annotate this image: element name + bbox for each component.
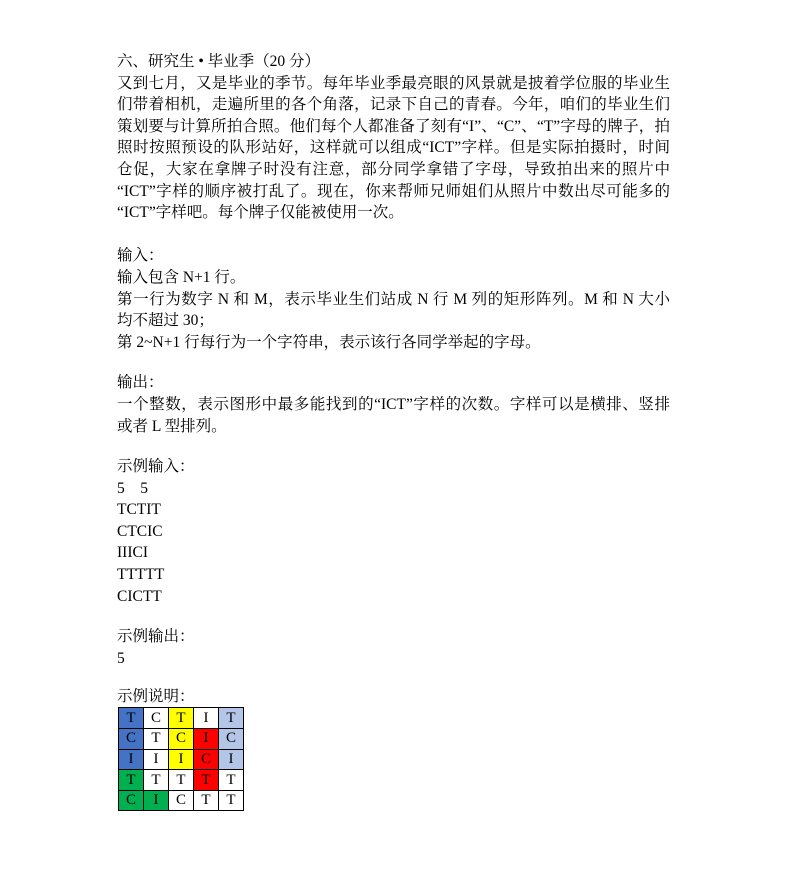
- grid-cell: T: [219, 790, 244, 811]
- grid-cell: I: [144, 749, 169, 770]
- grid-cell: C: [194, 749, 219, 770]
- explanation-section: [117, 688, 670, 811]
- grid-cell: I: [194, 708, 219, 729]
- sample-input-line: CTCIC: [117, 522, 163, 540]
- description-line: 们带着相机，走遍所里的各个角落，记录下自己的青春。今年，咱们的毕业生们: [117, 96, 670, 114]
- sample-input-line: CICTT: [117, 587, 162, 605]
- grid-cell: T: [194, 790, 219, 811]
- problem-description: [117, 73, 670, 224]
- sample-input-section: [117, 456, 670, 607]
- sample-input-line: TTTTT: [117, 566, 165, 584]
- grid-cell: C: [169, 729, 194, 750]
- grid-cell: C: [144, 708, 169, 729]
- grid-cell: T: [194, 770, 219, 791]
- input-line: 第 2~N+1 行每行为一个字符串，表示该行各同学举起的字母。: [117, 333, 541, 351]
- explanation-grid: [118, 707, 244, 811]
- sample-input-line: TCTIT: [117, 501, 161, 519]
- sample-output-line: 5: [117, 649, 125, 667]
- grid-cell: C: [119, 729, 144, 750]
- grid-cell: T: [219, 770, 244, 791]
- description-line: “ICT”字样吧。每个牌子仅能被使用一次。: [117, 204, 404, 222]
- grid-cell: C: [119, 790, 144, 811]
- grid-cell: C: [169, 790, 194, 811]
- grid-cell: I: [144, 790, 169, 811]
- grid-cell: C: [219, 729, 244, 750]
- grid-cell: T: [169, 770, 194, 791]
- input-line: 第一行为数字 N 和 M，表示毕业生们站成 N 行 M 列的矩形阵列。M 和 N 大小: [117, 290, 670, 308]
- output-line: 或者 L 型排列。: [117, 417, 227, 435]
- grid-row: [119, 749, 244, 770]
- grid-cell: I: [119, 749, 144, 770]
- grid-cell: I: [169, 749, 194, 770]
- grid-cell: I: [194, 729, 219, 750]
- grid-cell: T: [169, 708, 194, 729]
- grid-cell: T: [119, 708, 144, 729]
- sample-input-line: 5 5: [117, 479, 148, 497]
- input-line: 输入包含 N+1 行。: [117, 268, 246, 286]
- description-line: 又到七月，又是毕业的季节。每年毕业季最亮眼的风景就是披着学位服的毕业生: [117, 74, 670, 92]
- grid-row: [119, 770, 244, 791]
- output-section: [117, 372, 670, 437]
- grid-row: [119, 729, 244, 750]
- output-heading: 输出：: [117, 374, 164, 392]
- grid-cell: T: [144, 770, 169, 791]
- grid-cell: I: [219, 749, 244, 770]
- grid-cell: T: [219, 708, 244, 729]
- grid-cell: T: [119, 770, 144, 791]
- description-line: 策划要与计算所拍合照。他们每个人都准备了刻有“I”、“C”、“T”字母的牌子，拍: [117, 117, 670, 135]
- document: [117, 51, 670, 811]
- input-section: [117, 245, 670, 353]
- grid-row: [119, 708, 244, 729]
- sample-input-line: IIICI: [117, 544, 148, 562]
- sample-output-section: [117, 626, 670, 669]
- description-line: “ICT”字样的顺序被打乱了。现在，你来帮师兄师姐们从照片中数出尽可能多的: [117, 182, 670, 200]
- description-line: 照时按照预设的队形站好，这样就可以组成“ICT”字样。但是实际拍摄时，时间: [117, 139, 670, 157]
- description-line: 仓促，大家在拿牌子时没有注意，部分同学拿错了字母，导致拍出来的照片中: [117, 160, 670, 178]
- grid-row: [119, 790, 244, 811]
- output-line: 一个整数，表示图形中最多能找到的“ICT”字样的次数。字样可以是横排、竖排: [117, 395, 670, 413]
- input-line: 均不超过 30；: [117, 312, 214, 330]
- sample-output-heading: 示例输出：: [117, 628, 195, 646]
- problem-title: 六、研究生 • 毕业季（20 分）: [117, 53, 321, 70]
- grid-cell: T: [144, 729, 169, 750]
- sample-input-heading: 示例输入：: [117, 458, 195, 476]
- explanation-heading: 示例说明：: [117, 688, 195, 706]
- input-heading: 输入：: [117, 247, 164, 265]
